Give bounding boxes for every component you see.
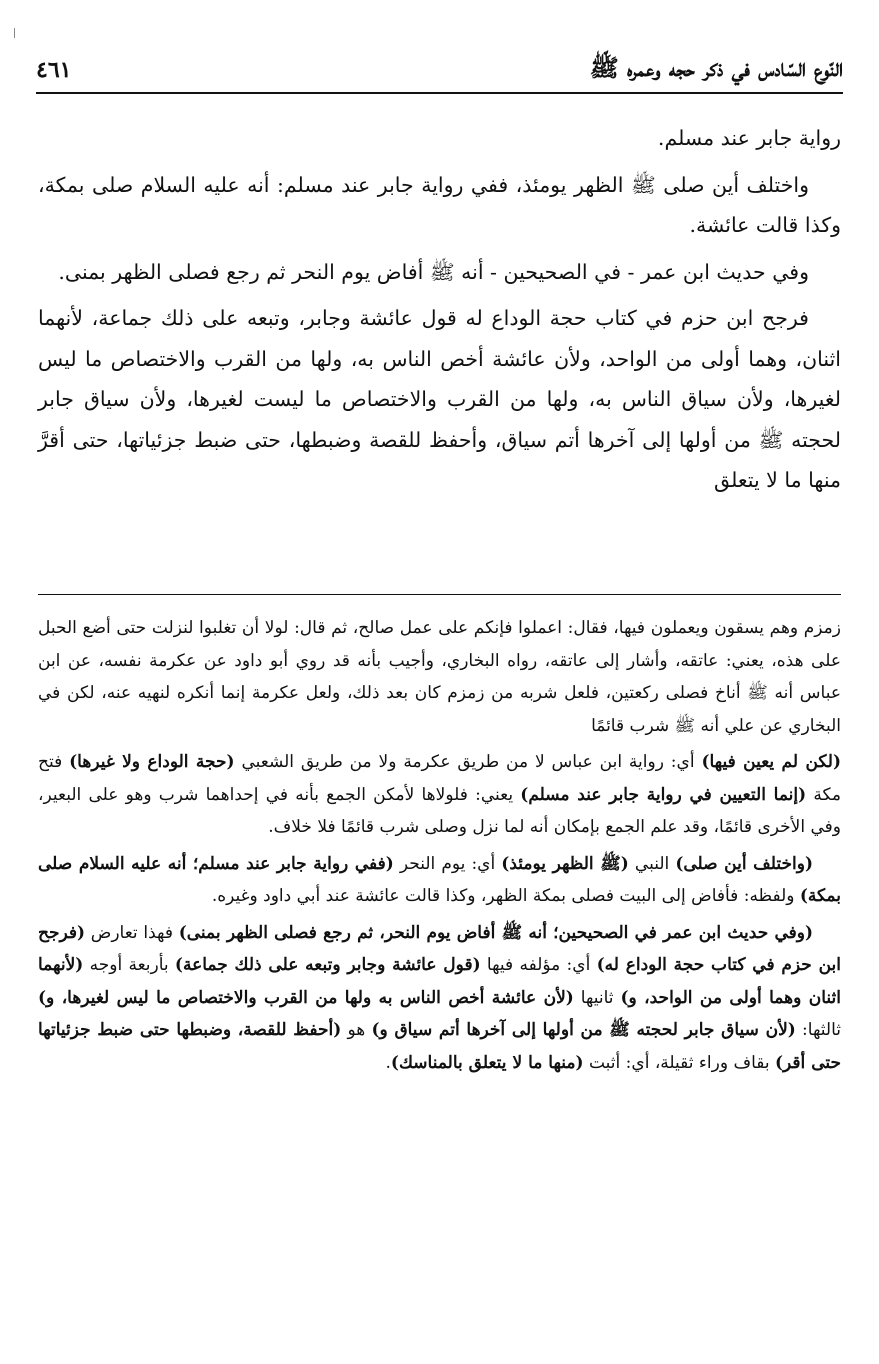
main-text (38, 118, 841, 507)
note-paragraph-3 (38, 848, 841, 913)
note-text: فهذا تعارض (85, 922, 179, 943)
commentary-text (38, 612, 841, 1083)
quoted-matn: (واختلف أين صلى) (675, 853, 813, 874)
note-text: يعني: فلولاها لأمكن الجمع بأنه في إحداهما شرب وهو على البعير، وفي الأخرى قائمًا، وقد علم الجمع بإمكان أنه لما نزل وصلى شرب قائمًا فلا خلاف. (38, 784, 841, 837)
note-text: فتح مكة (38, 752, 841, 805)
note-text: ولفظه: فأفاض إلى البيت فصلى بمكة الظهر، وكذا قالت عائشة عند أبي داود وغيره. (211, 886, 800, 906)
note-text: النبي (628, 853, 676, 874)
footnote-divider (38, 594, 841, 595)
note-text: ثالثها: (795, 1020, 842, 1040)
running-header (36, 48, 843, 94)
quoted-matn: (لأنهما اثنان وهما أولى من الواحد، و) (38, 955, 841, 1008)
note-paragraph-1 (38, 612, 841, 742)
quoted-matn: (قول عائشة وجابر وتبعه على ذلك جماعة) (174, 955, 481, 975)
quoted-matn: (منها ما لا يتعلق بالمناسك) (390, 1052, 584, 1073)
quoted-matn: (ﷺ الظهر يومئذ) (501, 853, 629, 874)
quoted-matn: (إنما التعيين في رواية جابر عند مسلم) (520, 784, 807, 805)
main-paragraph-4: فرجح ابن حزم في كتاب حجة الوداع له قول عائشة وجابر، وتبعه على ذلك جماعة، لأنهما اثنان، وهما أولى من الواحد، ولأن عائشة أخص الناس به، ولها من القرب والاختصاص ما ليس لغيرها، ولأن سياق الناس به، ولها من القرب والاختصاص ما ليست لغيرها، ولأن سياق جابر لحجته ﷺ من أولها إلى آخرها أتم سياق، وأحفظ للقصة وضبطها، حتى ضبط جزئياتها، حتى أقرَّ منها ما لا يتعلق (38, 306, 841, 492)
main-paragraph-3: وفي حديث ابن عمر - في الصحيحين - أنه ﷺ أفاض يوم النحر ثم رجع فصلى الظهر بمنى. (58, 259, 809, 284)
note-text: بقاف وراء ثقيلة، أي: أثبت (583, 1052, 775, 1073)
note-text: أي: يوم النحر (393, 853, 502, 874)
note-paragraph-4 (38, 917, 841, 1080)
quoted-matn: (وفي حديث ابن عمر في الصحيحين؛ أنه ﷺ أفاض يوم النحر، ثم رجع فصلى الظهر بمنى) (178, 922, 814, 943)
note-text: بأربعة أوجه (83, 955, 175, 975)
note-text: أي: رواية ابن عباس لا من طريق عكرمة ولا من طريق الشعبي (234, 752, 702, 772)
note-text: أي: مؤلفه فيها (480, 955, 597, 975)
quoted-matn: (حجة الوداع ولا غيرها) (69, 752, 235, 772)
quoted-matn: (لأن عائشة أخص الناس به ولها من القرب والاختصاص ما ليس لغيرها، و) (38, 987, 574, 1008)
quoted-matn: (ففي رواية جابر عند مسلم؛ أنه عليه السلام صلى بمكة) (38, 853, 841, 906)
main-paragraph-2: واختلف أين صلى ﷺ الظهر يومئذ، ففي رواية جابر عند مسلم: أنه عليه السلام صلى بمكة، وكذا قالت عائشة. (38, 172, 841, 237)
note-paragraph-2 (38, 746, 841, 844)
note-text: زمزم وهم يسقون ويعملون فيها، فقال: اعملوا فإنكم على عمل صالح، ثم قال: لولا أن تغلبوا لنزلت حتى أضع الحبل على هذه، يعني: عاتقه، وأشار إلى عاتقه، رواه البخاري، وأجيب بأنه قد روي أبو داود عن عكرمة نفسه، عن ابن عباس أنه ﷺ أناخ فصلى ركعتين، فلعل شربه من زمزم كان بعد ذلك، ولعل عكرمة إنما أنكره لنهيه عنه، لكن في البخاري عن علي أنه ﷺ شرب قائمًا (38, 618, 841, 736)
quoted-matn: (أحفظ للقصة، وضبطها حتى ضبط جزئياتها حتى أقر) (38, 1020, 841, 1073)
page-number: ٤٦١ (36, 57, 72, 83)
note-text: هو (341, 1020, 372, 1040)
quoted-matn: (لأن سياق جابر لحجته ﷺ من أولها إلى آخرها أتم سياق و) (371, 1020, 796, 1040)
margin-mark (14, 28, 15, 38)
main-paragraph-1: رواية جابر عند مسلم. (657, 126, 841, 150)
note-text: ثانيها (573, 987, 621, 1008)
quoted-matn: (فرجح ابن حزم في كتاب حجة الوداع له) (38, 922, 841, 975)
note-text: . (385, 1052, 391, 1073)
quoted-matn: (لكن لم يعين فيها) (701, 752, 841, 772)
chapter-title: النّوع السّادس في ذكر حجه وعمره ﷺ (589, 52, 843, 82)
